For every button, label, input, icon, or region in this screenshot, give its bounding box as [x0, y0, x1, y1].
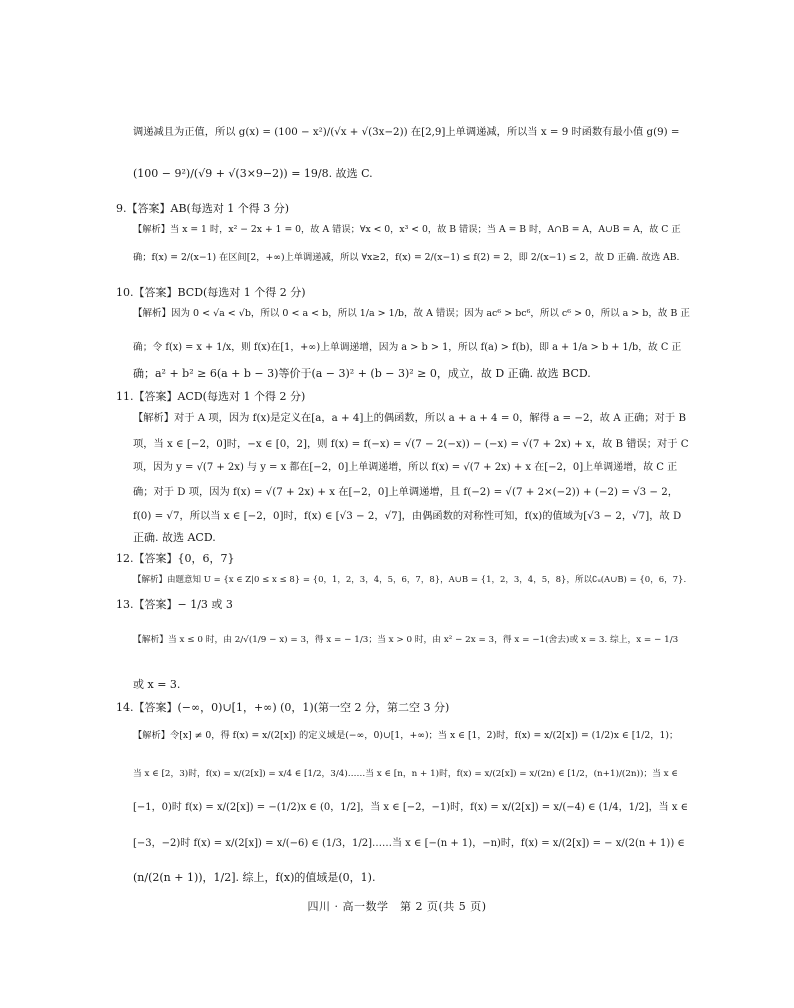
text-line: 项，因为 y = √(7 + 2x) 与 y = x 都在[−2，0]上单调递增，所以 f(x) = √(7 + 2x) + x 在[−2，0]上单调递增，故 C 正 [133, 462, 678, 473]
text-line: 【解析】当 x ≤ 0 时，由 2/√(1/9 − x) = 3，得 x = − 1/3；当 x > 0 时，由 x² − 2x = 3，得 x = −1(舍去)或 x = 3. 综上，x = − 1/3 [133, 635, 679, 645]
text-line: 确；f(x) = 2/(x−1) 在区间[2，+∞)上单调递减，所以 ∀x≥2，f(x) = 2/(x−1) ≤ f(2) = 2，即 2/(x−1) ≤ 2，故 D 正确. 故选 AB. [133, 252, 680, 263]
text-line: 调递减且为正值，所以 g(x) = (100 − x²)/(√x + √(3x−2)) 在[2,9]上单调递减，所以当 x = 9 时函数有最小值 g(9) = [133, 126, 680, 138]
text-line: 确；令 f(x) = x + 1/x，则 f(x)在[1，+∞)上单调递增，因为 a > b > 1，所以 f(a) > f(b)，即 a + 1/a > b + 1/b，故 C 正 [133, 342, 682, 353]
text-line: 【解析】当 x = 1 时，x² − 2x + 1 = 0，故 A 错误；∀x < 0，x³ < 0，故 B 错误；当 A = B 时，A∩B = A，A∪B = A，故 C 正 [133, 224, 681, 235]
text-line: 【解析】令[x] ≠ 0，得 f(x) = x/(2[x]) 的定义域是(−∞，0)∪[1，+∞)；当 x ∈ [1，2)时，f(x) = x/(2[x]) = (1/2)x ∈ [1/2，1)； [133, 730, 679, 741]
text-line: 确；对于 D 项，因为 f(x) = √(7 + 2x) + x 在[−2，0]上单调递增，且 f(−2) = √(7 + 2×(−2)) + (−2) = √3 − 2， [133, 486, 679, 498]
page-footer: 四川 · 高一数学 第 2 页(共 5 页) [307, 900, 487, 913]
answer-heading: 12.【答案】{0，6，7} [116, 552, 235, 565]
text-line: 确；a² + b² ≥ 6(a + b − 3)等价于(a − 3)² + (b − 3)² ≥ 0，成立，故 D 正确. 故选 BCD. [133, 367, 591, 380]
text-line: 【解析】对于 A 项，因为 f(x)是定义在[a，a + 4]上的偶函数，所以 a + a + 4 = 0，解得 a = −2，故 A 正确；对于 B [133, 412, 686, 424]
answer-heading: 13.【答案】− 1/3 或 3 [116, 598, 233, 611]
text-line: f(0) = √7，所以当 x ∈ [−2，0]时，f(x) ∈ [√3 − 2，√7]，由偶函数的对称性可知，f(x)的值域为[√3 − 2，√7]，故 D [133, 510, 682, 522]
answer-heading: 9.【答案】AB(每选对 1 个得 3 分) [116, 202, 290, 215]
text-line: [−1，0)时 f(x) = x/(2[x]) = −(1/2)x ∈ (0，1/2]，当 x ∈ [−2，−1)时，f(x) = x/(2[x]) = x/(−4) ∈ (1/4，1/2]，当 x ∈ [133, 802, 689, 813]
text-line: 当 x ∈ [2，3)时，f(x) = x/(2[x]) = x/4 ∈ [1/2，3/4)……当 x ∈ [n，n + 1)时，f(x) = x/(2[x]) = x/(2n) ∈ [1/2，(n+1)/(2n))；当 x ∈ [133, 769, 678, 779]
answer-heading: 10.【答案】BCD(每选对 1 个得 2 分) [116, 286, 306, 299]
answer-heading: 14.【答案】(−∞，0)∪[1，+∞) (0，1)(第一空 2 分，第二空 3 分) [116, 701, 450, 714]
text-line: (n/(2(n + 1))，1/2]. 综上，f(x)的值域是(0，1). [133, 871, 376, 884]
text-line: 正确. 故选 ACD. [133, 531, 216, 544]
text-line: 【解析】因为 0 < √a < √b，所以 0 < a < b，所以 1/a > 1/b，故 A 错误；因为 ac⁶ > bc⁶，所以 c⁶ > 0，所以 a > b，故 B 正 [133, 308, 690, 319]
text-line: [−3，−2)时 f(x) = x/(2[x]) = x/(−6) ∈ (1/3，1/2]……当 x ∈ [−(n + 1)，−n)时，f(x) = x/(2[x]) = − x/(2(n + 1)) ∈ [133, 838, 685, 849]
text-line: 【解析】由题意知 U = {x ∈ Z|0 ≤ x ≤ 8} = {0，1，2，3，4，5，6，7，8}，A∪B = {1，2，3，4，5，8}，所以∁ᵤ(A∪B) = {0，6，7}. [133, 575, 687, 585]
text-line: 项，当 x ∈ [−2，0]时，−x ∈ [0，2]，则 f(x) = f(−x) = √(7 − 2(−x)) − (−x) = √(7 + 2x) + x，故 B 错误；对于 C [133, 438, 689, 450]
text-line: (100 − 9²)/(√9 + √(3×9−2)) = 19/8. 故选 C. [133, 167, 373, 180]
answer-heading: 11.【答案】ACD(每选对 1 个得 2 分) [116, 390, 306, 403]
text-line: 或 x = 3. [133, 678, 181, 691]
